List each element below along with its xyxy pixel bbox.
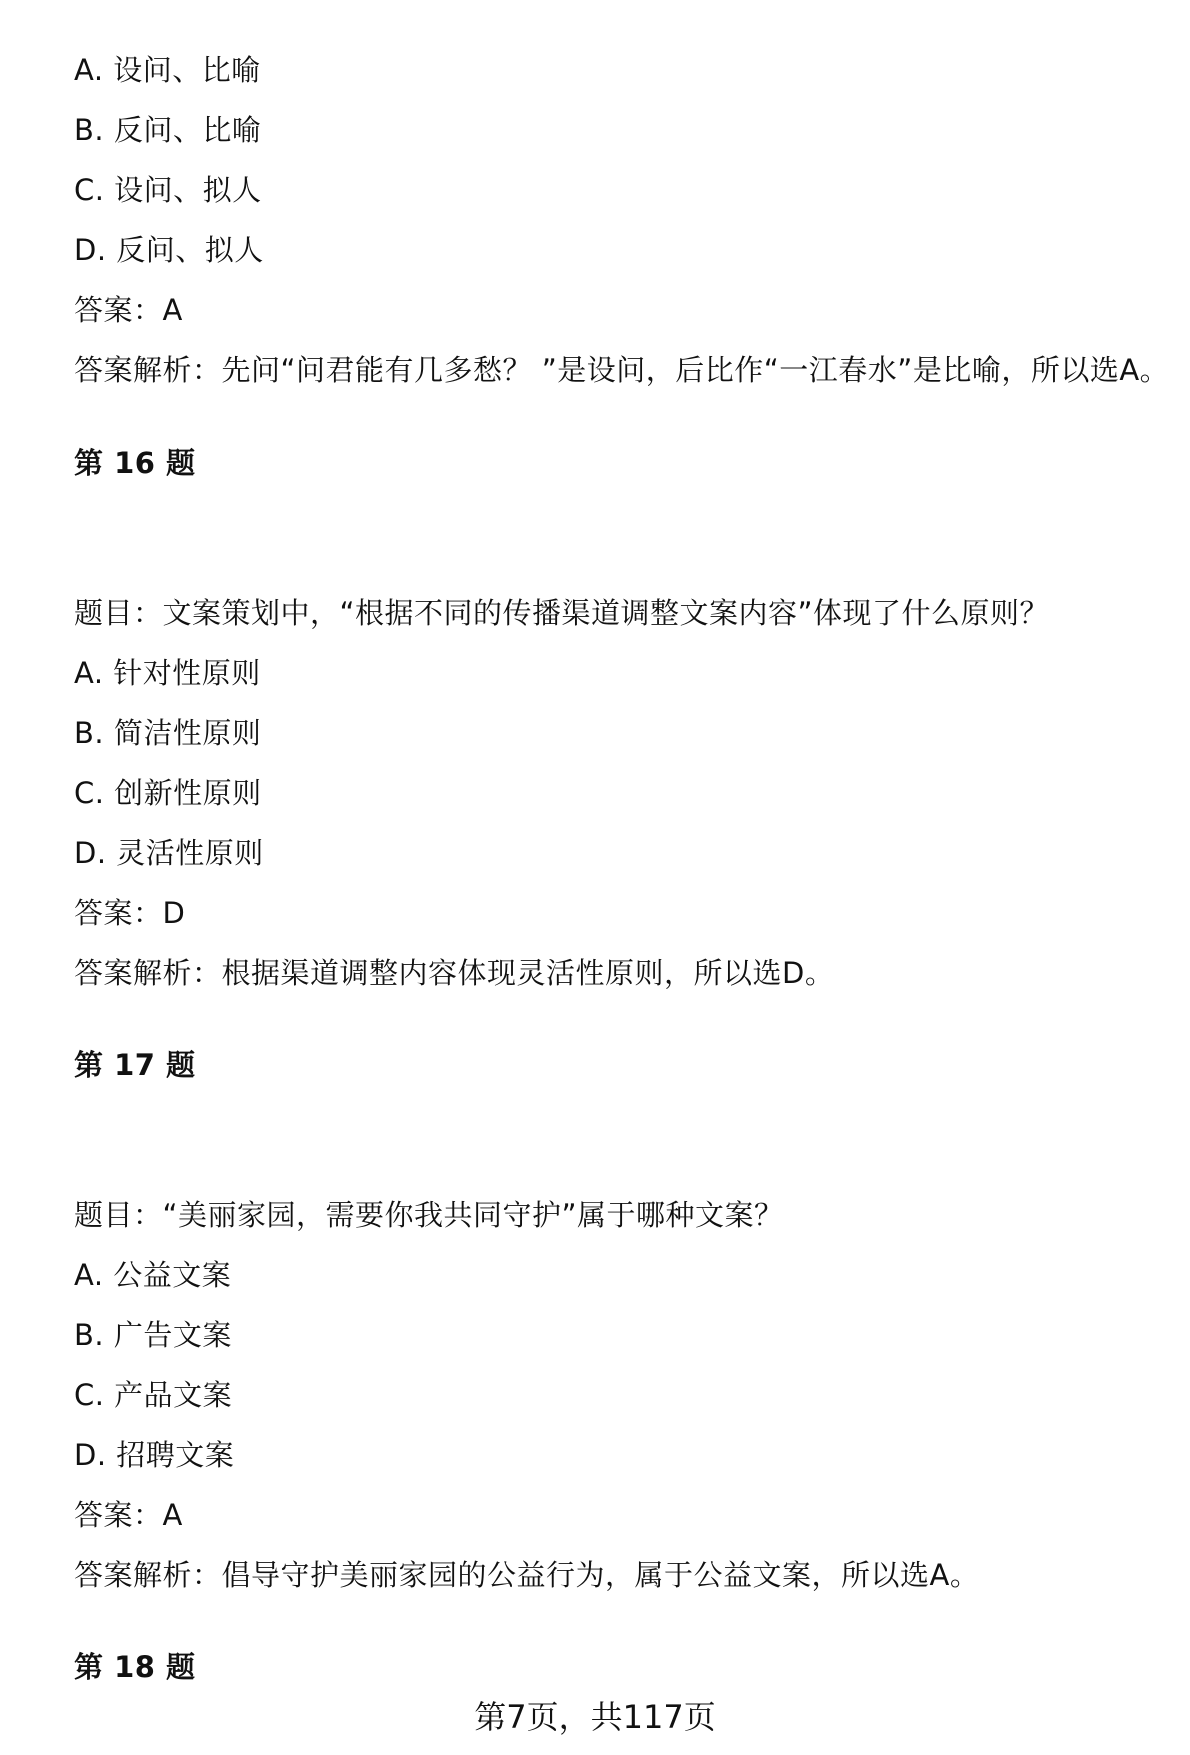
- q17-option-b: B. 广告文案: [74, 1318, 232, 1352]
- q17-option-a: A. 公益文案: [74, 1258, 232, 1292]
- q16-question: 题目：文案策划中，“根据不同的传播渠道调整文案内容”体现了什么原则？: [74, 596, 1050, 630]
- q17-answer: 答案：A: [74, 1498, 183, 1532]
- q15-option-a: A. 设问、比喻: [74, 53, 261, 87]
- q17-option-c: C. 产品文案: [74, 1378, 233, 1412]
- q16-heading: 第 16 题: [74, 446, 196, 480]
- q16-answer: 答案：D: [74, 896, 186, 930]
- q15-option-c: C. 设问、拟人: [74, 173, 262, 207]
- q17-heading: 第 17 题: [74, 1048, 196, 1082]
- q15-option-b: B. 反问、比喻: [74, 113, 262, 147]
- q16-option-c: C. 创新性原则: [74, 776, 262, 810]
- q16-option-d: D. 灵活性原则: [74, 836, 264, 870]
- q15-option-d: D. 反问、拟人: [74, 233, 264, 267]
- q17-option-d: D. 招聘文案: [74, 1438, 235, 1472]
- q18-heading: 第 18 题: [74, 1650, 196, 1684]
- q17-question: 题目：“美丽家园，需要你我共同守护”属于哪种文案？: [74, 1198, 784, 1232]
- page-number: 第7页，共117页: [474, 1698, 716, 1736]
- q15-explanation: 答案解析：先问“问君能有几多愁？ ”是设问，后比作“一江春水”是比喻，所以选A。: [74, 353, 1170, 387]
- q16-explanation: 答案解析：根据渠道调整内容体现灵活性原则，所以选D。: [74, 956, 835, 990]
- q16-option-b: B. 简洁性原则: [74, 716, 262, 750]
- q16-option-a: A. 针对性原则: [74, 656, 261, 690]
- q15-answer: 答案：A: [74, 293, 183, 327]
- q17-explanation: 答案解析：倡导守护美丽家园的公益行为，属于公益文案，所以选A。: [74, 1558, 980, 1592]
